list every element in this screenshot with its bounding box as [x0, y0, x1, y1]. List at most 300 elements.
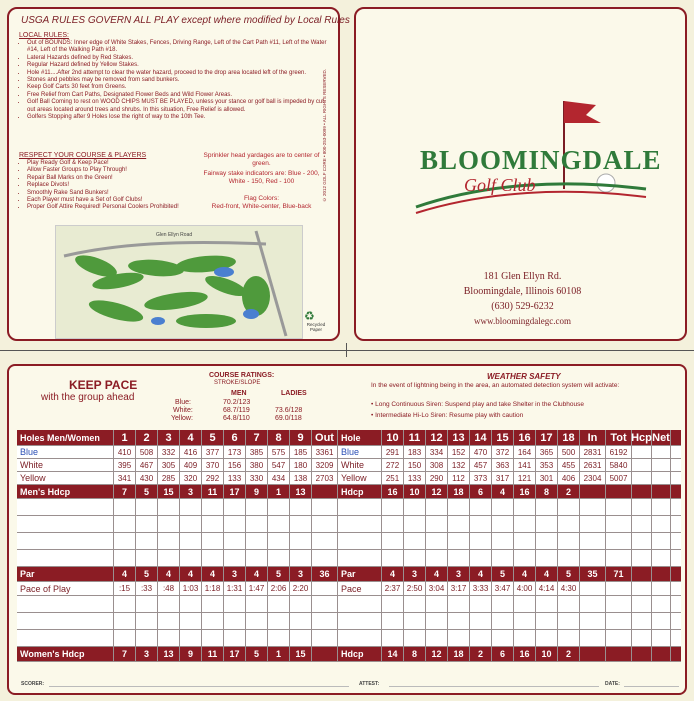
score-cell[interactable]	[290, 533, 312, 549]
score-cell[interactable]	[17, 613, 114, 629]
score-cell[interactable]	[514, 630, 536, 646]
cell: 334	[426, 446, 448, 458]
cell: 17	[224, 647, 246, 661]
score-cell[interactable]	[114, 613, 136, 629]
cell: 36	[312, 567, 338, 581]
score-cell[interactable]	[312, 533, 338, 549]
men-blue-rating: 70.2/123	[223, 399, 251, 406]
cell: 4	[514, 567, 536, 581]
cell: 17	[536, 430, 558, 445]
score-cell[interactable]	[632, 630, 652, 646]
score-cell[interactable]	[17, 596, 114, 612]
brand-sub: Golf Club	[464, 175, 536, 195]
score-cell[interactable]	[202, 550, 224, 566]
score-cell[interactable]	[338, 533, 382, 549]
score-cell[interactable]	[158, 613, 180, 629]
score-cell[interactable]	[652, 596, 671, 612]
score-cell[interactable]	[17, 533, 114, 549]
cell	[580, 485, 606, 498]
score-cell[interactable]	[448, 533, 470, 549]
score-cell[interactable]	[246, 596, 268, 612]
cell: 6	[492, 647, 514, 661]
cell	[632, 485, 652, 498]
score-cell[interactable]	[558, 499, 580, 515]
score-cell[interactable]	[632, 499, 652, 515]
cell	[652, 472, 671, 484]
score-cell[interactable]	[448, 596, 470, 612]
row-label: Par	[338, 567, 382, 581]
cell	[632, 446, 652, 458]
score-cell[interactable]	[632, 516, 652, 532]
respect-item: • Proper Golf Attire Required! Personal Coolers Prohibited!	[27, 204, 197, 211]
score-cell[interactable]	[558, 550, 580, 566]
cell: 341	[114, 472, 136, 484]
cell: 1:03	[180, 582, 202, 595]
cell: 395	[114, 459, 136, 471]
score-cell[interactable]	[404, 630, 426, 646]
score-cell[interactable]	[268, 499, 290, 515]
score-cell[interactable]	[312, 499, 338, 515]
blue-rating-label: Blue:	[175, 399, 191, 406]
row-label: White	[338, 459, 382, 471]
cell: 18	[558, 430, 580, 445]
men-yellow-rating: 64.8/110	[223, 415, 250, 422]
cell: 4:14	[536, 582, 558, 595]
cell: 13	[158, 647, 180, 661]
score-cell[interactable]	[514, 550, 536, 566]
score-row	[17, 499, 681, 516]
score-cell[interactable]	[382, 499, 404, 515]
score-cell[interactable]	[338, 550, 382, 566]
row-label: Holes Men/Women	[17, 430, 114, 445]
cell	[312, 485, 338, 498]
score-cell[interactable]	[536, 596, 558, 612]
score-cell[interactable]	[448, 630, 470, 646]
score-cell[interactable]	[246, 499, 268, 515]
cell: 16	[514, 485, 536, 498]
score-cell[interactable]	[606, 550, 632, 566]
score-cell[interactable]	[404, 550, 426, 566]
score-cell[interactable]	[224, 613, 246, 629]
score-cell[interactable]	[17, 499, 114, 515]
score-cell[interactable]	[426, 596, 448, 612]
cell: 8	[404, 647, 426, 661]
cell: 7	[246, 430, 268, 445]
cell: 3	[224, 567, 246, 581]
cell: 16	[514, 430, 536, 445]
recycle-icon: ♻	[304, 309, 315, 323]
score-cell[interactable]	[404, 499, 426, 515]
score-cell[interactable]	[580, 596, 606, 612]
score-cell[interactable]	[426, 550, 448, 566]
score-cell[interactable]	[136, 613, 158, 629]
blue-tee-row	[17, 446, 681, 459]
score-cell[interactable]	[404, 516, 426, 532]
score-cell[interactable]	[136, 596, 158, 612]
score-cell[interactable]	[290, 630, 312, 646]
score-cell[interactable]	[268, 533, 290, 549]
score-cell[interactable]	[202, 630, 224, 646]
score-cell[interactable]	[136, 533, 158, 549]
score-cell[interactable]	[268, 630, 290, 646]
score-cell[interactable]	[246, 613, 268, 629]
score-cell[interactable]	[180, 516, 202, 532]
score-cell[interactable]	[492, 533, 514, 549]
score-cell[interactable]	[224, 596, 246, 612]
score-cell[interactable]	[652, 516, 671, 532]
score-cell[interactable]	[312, 550, 338, 566]
recycled-label: Recycled Paper	[306, 322, 326, 332]
score-cell[interactable]	[382, 630, 404, 646]
score-cell[interactable]	[558, 516, 580, 532]
cell: 4	[470, 567, 492, 581]
attest-line[interactable]	[389, 686, 599, 687]
score-cell[interactable]	[158, 499, 180, 515]
score-cell[interactable]	[382, 613, 404, 629]
row-label: Blue	[17, 446, 114, 458]
score-cell[interactable]	[290, 516, 312, 532]
score-cell[interactable]	[114, 630, 136, 646]
score-cell[interactable]	[114, 516, 136, 532]
score-cell[interactable]	[632, 550, 652, 566]
score-cell[interactable]	[338, 516, 382, 532]
score-cell[interactable]	[448, 550, 470, 566]
respect-item: • Play Ready Golf & Keep Pace!	[27, 160, 197, 167]
score-cell[interactable]	[492, 516, 514, 532]
phone: (630) 529-6232	[491, 301, 554, 312]
women-hcp-row	[17, 647, 681, 662]
score-cell[interactable]	[580, 630, 606, 646]
score-cell[interactable]	[580, 516, 606, 532]
score-cell[interactable]	[114, 499, 136, 515]
score-cell[interactable]	[202, 613, 224, 629]
row-label: Women's Hdcp	[17, 647, 114, 661]
cell: 410	[114, 446, 136, 458]
score-cell[interactable]	[404, 596, 426, 612]
local-rules-heading: LOCAL RULES:	[19, 32, 69, 39]
cell	[606, 485, 632, 498]
cell: 292	[202, 472, 224, 484]
cell: 18	[448, 647, 470, 661]
score-cell[interactable]	[514, 516, 536, 532]
score-cell[interactable]	[492, 550, 514, 566]
men-hcp-row	[17, 485, 681, 499]
score-cell[interactable]	[17, 550, 114, 566]
scorer-label: SCORER:	[21, 681, 45, 687]
score-cell[interactable]	[158, 550, 180, 566]
score-cell[interactable]	[338, 613, 382, 629]
score-cell[interactable]	[426, 613, 448, 629]
score-cell[interactable]	[312, 516, 338, 532]
score-cell[interactable]	[492, 596, 514, 612]
score-cell[interactable]	[382, 596, 404, 612]
date-line[interactable]	[624, 686, 679, 687]
score-cell[interactable]	[136, 550, 158, 566]
cell: 132	[448, 459, 470, 471]
scorecard-grid	[17, 430, 681, 670]
score-cell[interactable]	[492, 613, 514, 629]
score-cell[interactable]	[224, 516, 246, 532]
score-cell[interactable]	[514, 613, 536, 629]
cell: 15	[492, 430, 514, 445]
score-cell[interactable]	[158, 533, 180, 549]
score-cell[interactable]	[290, 499, 312, 515]
yellow-rating-label: Yellow:	[171, 415, 193, 422]
cell: 3:33	[470, 582, 492, 595]
score-cell[interactable]	[426, 516, 448, 532]
score-cell[interactable]	[536, 499, 558, 515]
par-row	[17, 567, 681, 582]
score-cell[interactable]	[268, 550, 290, 566]
score-cell[interactable]	[114, 550, 136, 566]
cell: 4	[158, 567, 180, 581]
local-rule-item: • Hole #11....After 2nd attempt to clear the water hazard, proceed to the drop area located left of the green.	[27, 70, 327, 77]
weather-text: In the event of lightning being in the area, an automated detection system will activate:	[371, 382, 620, 389]
score-cell[interactable]	[382, 550, 404, 566]
score-cell[interactable]	[536, 630, 558, 646]
address-line-1: 181 Glen Ellyn Rd.	[483, 271, 562, 282]
score-cell[interactable]	[632, 596, 652, 612]
cell	[632, 582, 652, 595]
score-cell[interactable]	[404, 613, 426, 629]
score-cell[interactable]	[202, 516, 224, 532]
score-cell[interactable]	[268, 516, 290, 532]
score-cell[interactable]	[606, 533, 632, 549]
score-cell[interactable]	[558, 630, 580, 646]
respect-item: • Allow Faster Groups to Play Through!	[27, 167, 197, 174]
cell: 4	[246, 567, 268, 581]
score-cell[interactable]	[536, 613, 558, 629]
score-cell[interactable]	[202, 533, 224, 549]
cell: 12	[426, 485, 448, 498]
score-cell[interactable]	[246, 550, 268, 566]
cell: 15	[290, 647, 312, 661]
pace-row	[17, 582, 681, 596]
cell: 2304	[580, 472, 606, 484]
cell: 150	[404, 459, 426, 471]
row-label: Pace of Play	[17, 582, 114, 595]
score-cell[interactable]	[426, 533, 448, 549]
cell: 3:17	[448, 582, 470, 595]
score-cell[interactable]	[290, 550, 312, 566]
score-cell[interactable]	[312, 596, 338, 612]
score-cell[interactable]	[606, 499, 632, 515]
men-label: MEN	[231, 390, 247, 397]
score-cell[interactable]	[158, 630, 180, 646]
score-cell[interactable]	[514, 533, 536, 549]
cell: 35	[580, 567, 606, 581]
cell: :48	[158, 582, 180, 595]
cell: 500	[558, 446, 580, 458]
score-cell[interactable]	[652, 613, 671, 629]
cell: 272	[382, 459, 404, 471]
score-cell[interactable]	[180, 499, 202, 515]
score-cell[interactable]	[558, 596, 580, 612]
score-cell[interactable]	[536, 516, 558, 532]
score-cell[interactable]	[158, 516, 180, 532]
score-cell[interactable]	[470, 499, 492, 515]
local-rule-item: • Keep Golf Carts 30 feet from Greens.	[27, 84, 327, 91]
score-cell[interactable]	[246, 630, 268, 646]
score-cell[interactable]	[580, 613, 606, 629]
cell	[606, 647, 632, 661]
score-cell[interactable]	[202, 596, 224, 612]
score-cell[interactable]	[470, 613, 492, 629]
score-cell[interactable]	[136, 516, 158, 532]
score-cell[interactable]	[448, 499, 470, 515]
yellow-tee-row	[17, 472, 681, 485]
cell: 9	[180, 647, 202, 661]
score-cell[interactable]	[448, 516, 470, 532]
score-cell[interactable]	[180, 630, 202, 646]
score-cell[interactable]	[382, 533, 404, 549]
score-cell[interactable]	[338, 630, 382, 646]
score-cell[interactable]	[606, 596, 632, 612]
cell: 9	[246, 485, 268, 498]
score-cell[interactable]	[17, 630, 114, 646]
score-cell[interactable]	[312, 613, 338, 629]
rules-panel	[7, 7, 350, 341]
cell: 575	[268, 446, 290, 458]
score-cell[interactable]	[290, 596, 312, 612]
score-cell[interactable]	[246, 516, 268, 532]
score-cell[interactable]	[470, 630, 492, 646]
cell: 112	[448, 472, 470, 484]
cell: 5	[202, 430, 224, 445]
score-cell[interactable]	[536, 533, 558, 549]
score-cell[interactable]	[470, 596, 492, 612]
cell: Hcp	[631, 431, 652, 444]
score-cell[interactable]	[448, 613, 470, 629]
cell: 372	[492, 446, 514, 458]
cell: 71	[606, 567, 632, 581]
row-label: Hdcp	[338, 647, 382, 661]
score-cell[interactable]	[606, 613, 632, 629]
score-cell[interactable]	[652, 630, 671, 646]
score-cell[interactable]	[268, 596, 290, 612]
cell: 10	[536, 647, 558, 661]
score-cell[interactable]	[158, 596, 180, 612]
score-cell[interactable]	[290, 613, 312, 629]
score-cell[interactable]	[606, 630, 632, 646]
score-cell[interactable]	[426, 630, 448, 646]
row-label: Blue	[338, 446, 382, 458]
score-cell[interactable]	[180, 613, 202, 629]
score-cell[interactable]	[114, 596, 136, 612]
ladies-white-rating: 73.6/128	[275, 407, 303, 414]
score-cell[interactable]	[632, 533, 652, 549]
cell: 3	[180, 485, 202, 498]
cell: 4	[536, 567, 558, 581]
white-rating-label: White:	[173, 407, 193, 414]
cell: 317	[492, 472, 514, 484]
cell: 1	[268, 647, 290, 661]
score-cell[interactable]	[224, 630, 246, 646]
cell	[580, 647, 606, 661]
cell: 3	[404, 567, 426, 581]
sprinkler-note: Sprinkler head yardages are to center of green.	[203, 152, 320, 167]
score-cell[interactable]	[580, 499, 606, 515]
score-cell[interactable]	[338, 499, 382, 515]
score-cell[interactable]	[652, 499, 671, 515]
attest-label: ATTEST:	[359, 681, 380, 687]
score-cell[interactable]	[514, 596, 536, 612]
score-cell[interactable]	[224, 499, 246, 515]
score-cell[interactable]	[652, 550, 671, 566]
cell: 3:04	[426, 582, 448, 595]
score-cell[interactable]	[580, 550, 606, 566]
score-cell[interactable]	[17, 516, 114, 532]
cell: 467	[136, 459, 158, 471]
score-cell[interactable]	[136, 499, 158, 515]
score-cell[interactable]	[268, 613, 290, 629]
weather-item-1: • Long Continuous Siren: Suspend play and take Shelter in the Clubhouse	[371, 401, 584, 408]
score-cell[interactable]	[470, 550, 492, 566]
cell: 133	[404, 472, 426, 484]
cell: 4	[202, 567, 224, 581]
cell: 2703	[312, 472, 338, 484]
score-cell[interactable]	[492, 499, 514, 515]
score-cell[interactable]	[652, 533, 671, 549]
score-cell[interactable]	[606, 516, 632, 532]
cell: 1:47	[246, 582, 268, 595]
scorer-line[interactable]	[49, 686, 349, 687]
respect-item: • Replace Divots!	[27, 182, 197, 189]
cell: 251	[382, 472, 404, 484]
score-cell[interactable]	[470, 533, 492, 549]
score-cell[interactable]	[404, 533, 426, 549]
score-cell[interactable]	[224, 550, 246, 566]
cell: 173	[224, 446, 246, 458]
score-cell[interactable]	[558, 613, 580, 629]
score-cell[interactable]	[426, 499, 448, 515]
score-cell[interactable]	[338, 596, 382, 612]
score-cell[interactable]	[180, 550, 202, 566]
respect-list	[19, 160, 197, 212]
score-cell[interactable]	[382, 516, 404, 532]
local-rule-item: • Lateral Hazards defined by Red Stakes.	[27, 55, 327, 62]
cell: 353	[536, 459, 558, 471]
cell: 13	[290, 485, 312, 498]
score-cell[interactable]	[202, 499, 224, 515]
score-cell[interactable]	[514, 499, 536, 515]
score-row	[17, 596, 681, 613]
score-cell[interactable]	[114, 533, 136, 549]
ladies-label: LADIES	[281, 390, 307, 397]
score-cell[interactable]	[536, 550, 558, 566]
cell: 4	[382, 567, 404, 581]
local-rule-item: • Stones and pebbles may be removed from sand bunkers.	[27, 77, 327, 84]
score-cell[interactable]	[246, 533, 268, 549]
score-cell[interactable]	[312, 630, 338, 646]
score-cell[interactable]	[558, 533, 580, 549]
cell: 301	[536, 472, 558, 484]
score-cell[interactable]	[470, 516, 492, 532]
score-cell[interactable]	[180, 533, 202, 549]
cell	[652, 567, 671, 581]
cell: 2	[136, 430, 158, 445]
cell: 4:00	[514, 582, 536, 595]
cell: 5	[246, 647, 268, 661]
score-cell[interactable]	[632, 613, 652, 629]
score-cell[interactable]	[224, 533, 246, 549]
score-cell[interactable]	[180, 596, 202, 612]
score-cell[interactable]	[492, 630, 514, 646]
score-cell[interactable]	[136, 630, 158, 646]
cell: 5007	[606, 472, 632, 484]
score-cell[interactable]	[580, 533, 606, 549]
weather-item-2-text: Intermediate Hi-Lo Siren: Resume play with caution	[375, 412, 524, 419]
